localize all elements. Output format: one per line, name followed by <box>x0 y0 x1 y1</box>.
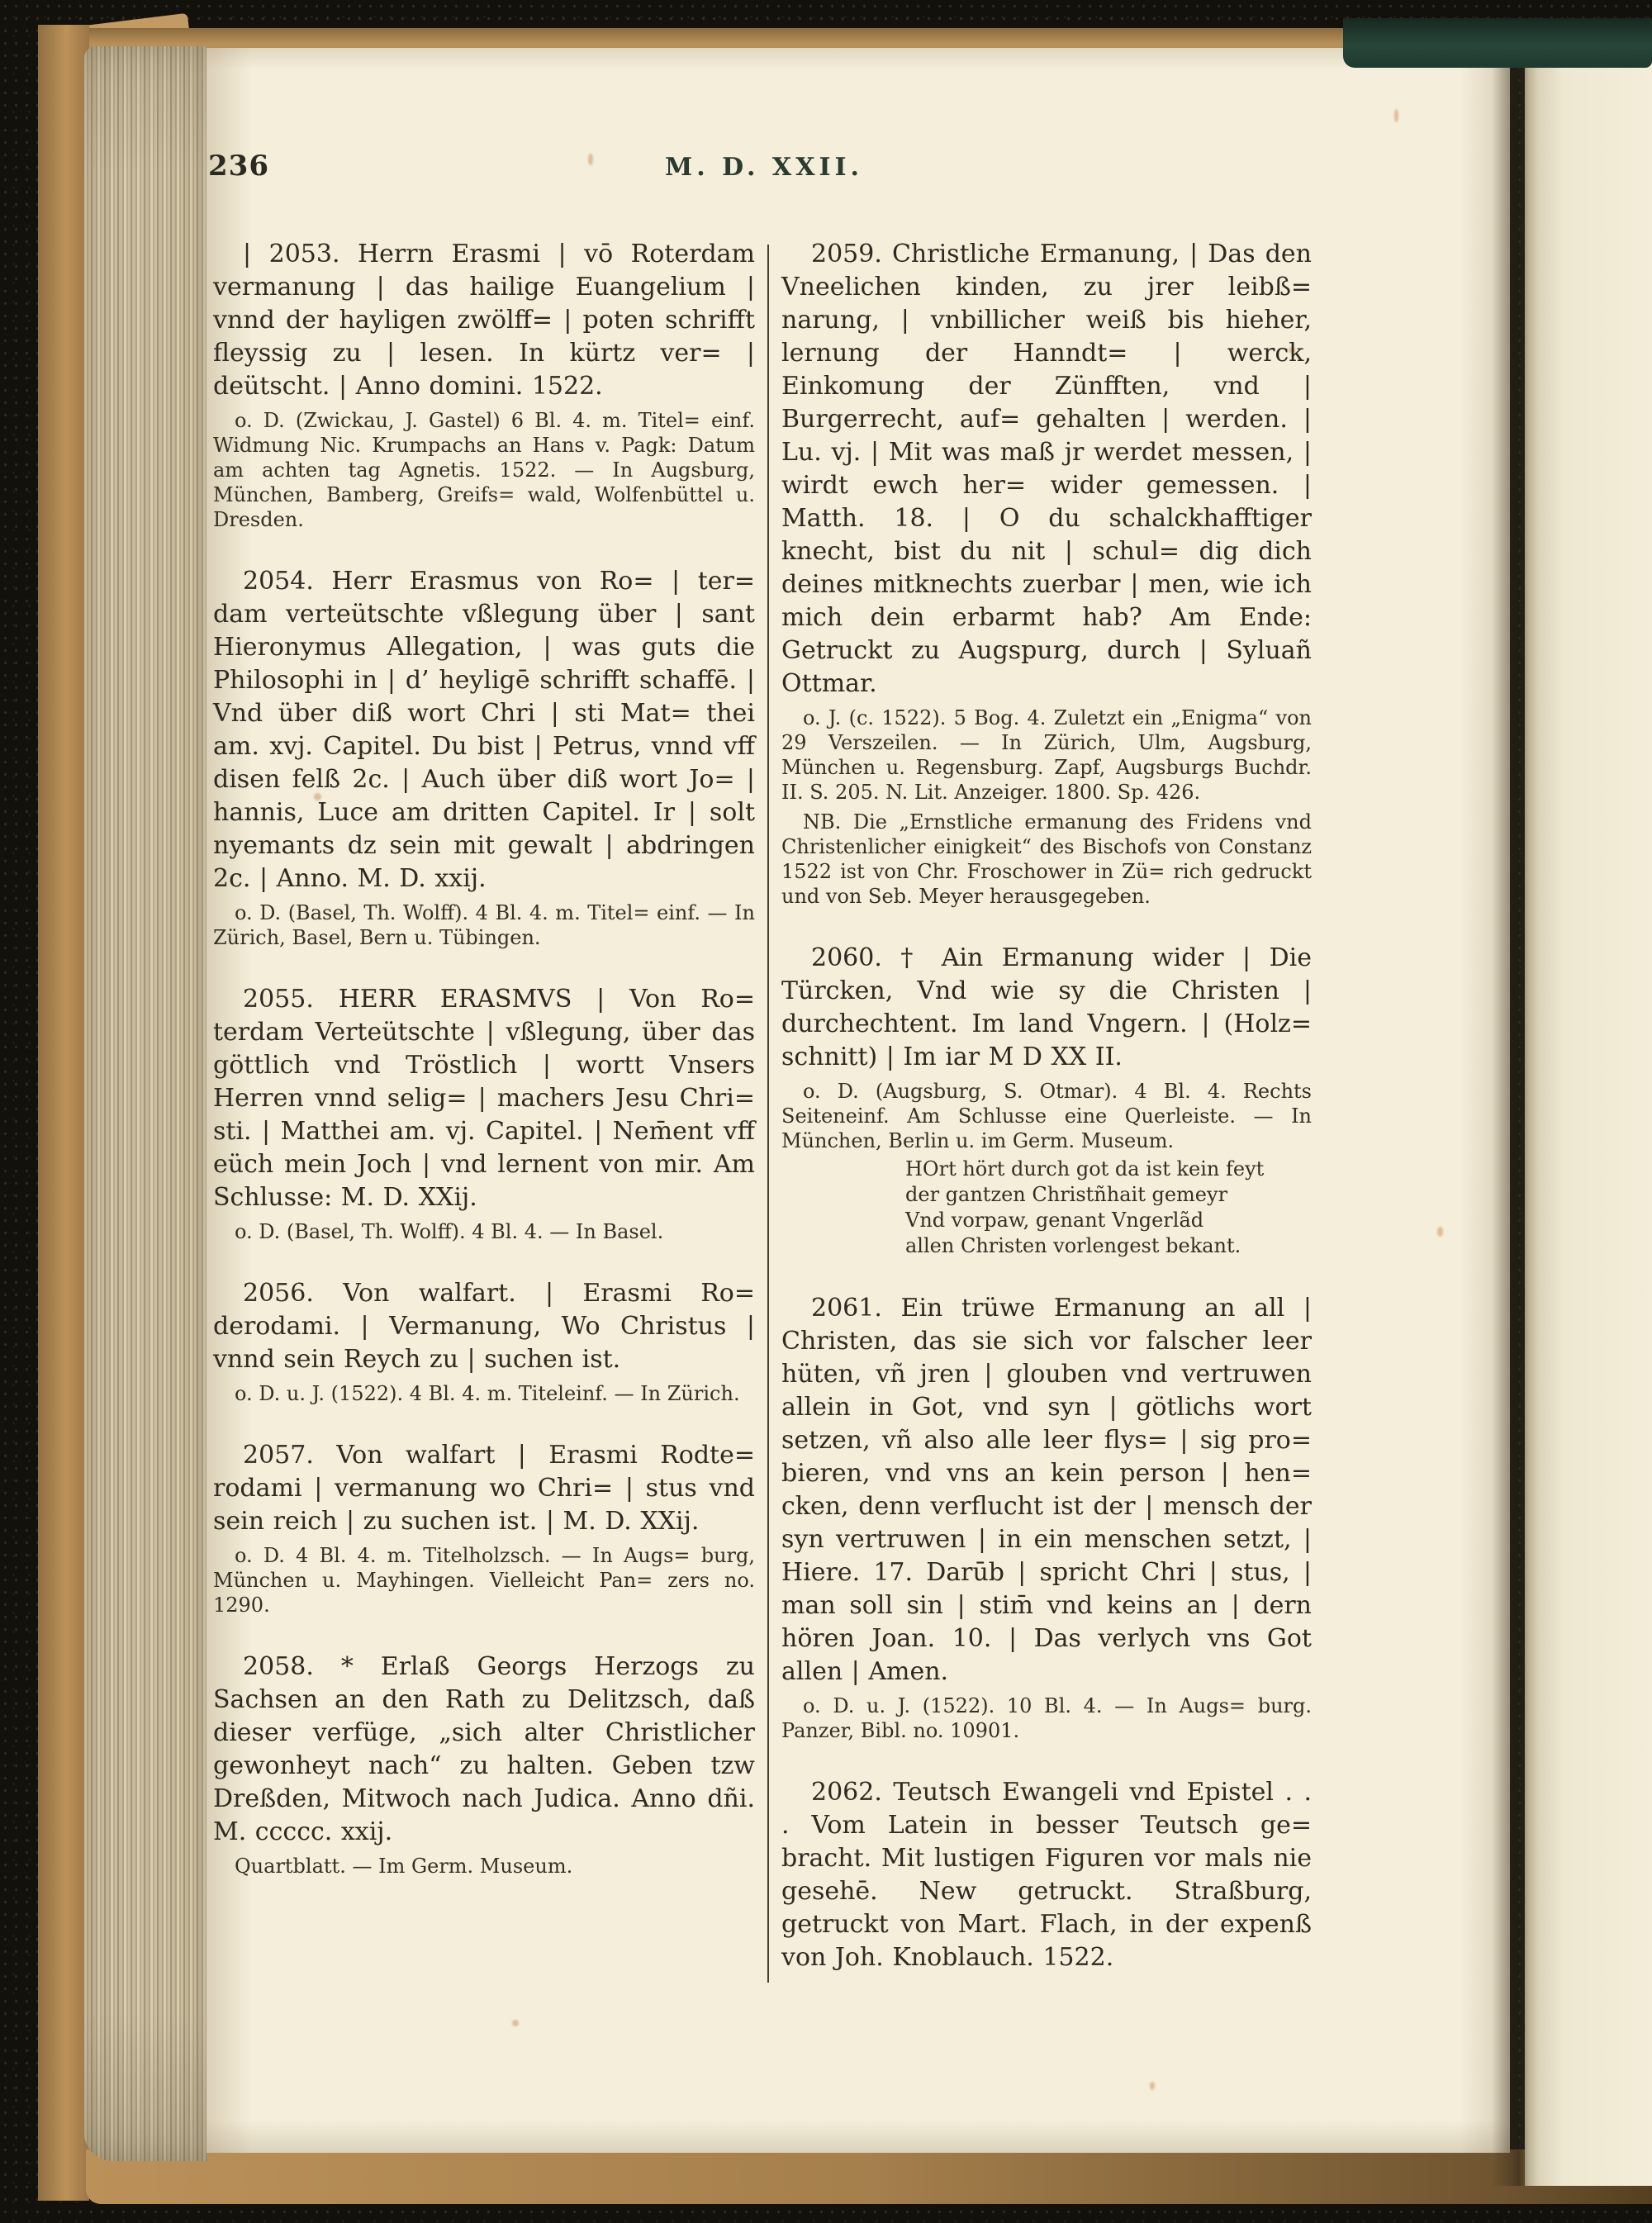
verse-line: der gantzen Christñhait gemeyr <box>905 1183 1228 1206</box>
text-block <box>213 238 1313 1983</box>
entry-note: o. D. u. J. (1522). 4 Bl. 4. m. Titeleinf. — In Zürich. <box>235 1382 740 1405</box>
column-right <box>781 238 1312 1974</box>
book-cover-bottom-edge <box>86 2149 1652 2204</box>
running-header: M. D. XXII. <box>665 153 863 182</box>
catalog-entry-2062 <box>781 1776 1312 1974</box>
foxing-spot <box>1437 1227 1443 1237</box>
entry-note: Quartblatt. — Im Germ. Museum. <box>235 1855 573 1878</box>
entry-note: o. D. (Augsburg, S. Otmar). 4 Bl. 4. Rechts Seiteneinf. Am Schlusse eine Querleiste. — In München, Berlin u. im Germ. Museum. <box>781 1080 1312 1152</box>
facing-page-sliver <box>1525 46 1652 2186</box>
foxing-spot <box>512 2020 519 2026</box>
entry-title-text: 2062. Teutsch Ewangeli vnd Epistel . . . Vom Latein in besser Teutsch ge= bracht. Mit lustigen Figuren vor mals nie gesehē. New getruckt. Straßburg, getruckt von Mart. Flach, in der expenß von Joh. Knoblauch. 1522. <box>781 1778 1312 1972</box>
catalog-entry-2056 <box>213 1277 755 1406</box>
catalog-entry-2053 <box>213 238 755 532</box>
catalog-entry-2061 <box>781 1292 1312 1743</box>
entry-note: o. D. 4 Bl. 4. m. Titelholzsch. — In Augs= burg, München u. Mayhingen. Vielleicht Pan= zers no. 1290. <box>213 1544 755 1617</box>
entry-title-text: | 2053. Herrn Erasmi | vō Roterdam vermanung | das hailige Euangelium | vnnd der hayligen zwölff= | poten schrifft fleyssig zu | lesen. In kürtz ver= | deütscht. | Anno domini. 1522. <box>213 240 755 401</box>
column-left <box>213 238 755 1879</box>
entry-note: o. D. u. J. (1522). 10 Bl. 4. — In Augs= burg. Panzer, Bibl. no. 10901. <box>781 1694 1312 1742</box>
entry-title-text: 2060. † Ain Ermanung wider | Die Türcken, Vnd wie sy die Christen | durchechtent. Im land Vngern. | (Holz= schnitt) | Im iar M D XX II. <box>781 943 1312 1071</box>
column-divider-rule <box>767 245 769 1983</box>
catalog-entry-2058 <box>213 1651 755 1879</box>
entry-title-text: 2061. Ein trüwe Ermanung an all | Christen, das sie sich vor falscher leer hüten, vñ jren | glouben vnd vertruwen allein in Got, vnd syn | götlichs wort setzen, vñ also alle leer flys= | sig pro= bieren, vnd vns an kein person | hen= cken, denn verflucht ist der | mensch der syn vertruwen | in ein menschen setzt, | Hiere. 17. Darūb | spricht Chri | stus, | man soll sin | stim̄ vnd keins an | dern hören Joan. 10. | Das verlych vns Got allen | Amen. <box>781 1294 1312 1686</box>
quoted-verse <box>905 1157 1312 1259</box>
foxing-spot <box>1150 2082 1155 2090</box>
entry-title-text: 2058. * Erlaß Georgs Herzogs zu Sachsen an den Rath zu Delitzsch, daß dieser verfüge, „sich alter Christlicher gewonheyt nach“ zu halten. Geben tzw Dreßden, Mitwoch nach Judica. Anno dñi. M. ccccc. xxij. <box>213 1652 755 1846</box>
entry-note: o. J. (c. 1522). 5 Bog. 4. Zuletzt ein „Enigma“ von 29 Verszeilen. — In Zürich, Ulm, Augsburg, München u. Regensburg. Zapf, Augsburgs Buchdr. II. S. 205. N. Lit. Anzeiger. 1800. Sp. 426. <box>781 706 1312 804</box>
catalog-entry-2059 <box>781 238 1312 909</box>
verse-line: HOrt hört durch got da ist kein feyt <box>905 1157 1265 1180</box>
entry-title-text: 2056. Von walfart. | Erasmi Ro= derodami. | Vermanung, Wo Christus | vnnd sein Reych zu | suchen ist. <box>213 1279 755 1374</box>
gutter-shadow <box>1492 46 1538 2186</box>
entry-note: o. D. (Zwickau, J. Gastel) 6 Bl. 4. m. Titel= einf. Widmung Nic. Krumpachs an Hans v. Pagk: Datum am achten tag Agnetis. 1522. — In Augsburg, München, Bamberg, Greifs= wald, Wolfenbüttel u. Dresden. <box>213 409 755 531</box>
page-number: 236 <box>208 150 269 183</box>
book-cover-green-top-right <box>1343 18 1652 68</box>
foxing-spot <box>1394 109 1398 122</box>
entry-note: o. D. (Basel, Th. Wolff). 4 Bl. 4. m. Titel= einf. — In Zürich, Basel, Bern u. Tübingen. <box>213 901 755 949</box>
catalog-entry-2060 <box>781 942 1312 1259</box>
verse-line: allen Christen vorlengest bekant. <box>905 1234 1241 1257</box>
catalog-entry-2055 <box>213 983 755 1244</box>
entry-title-text: 2054. Herr Erasmus von Ro= | ter= dam verteütschte vßlegung über | sant Hieronymus Allegation, | was guts die Philosophi in | d’ heyligē schrifft schaffē. | Vnd über diß wort Chri | sti Mat= thei am. xvj. Capitel. Du bist | Petrus, vnnd vff disen felß 2c. | Auch über diß wort Jo= | hannis, Luce am dritten Capitel. Ir | solt nyemants dz sein mit gewalt | abdringen 2c. | Anno. M. D. xxij. <box>213 567 755 893</box>
entry-title-text: 2057. Von walfart | Erasmi Rodte= rodami | vermanung wo Chri= | stus vnd sein reich | zu suchen ist. | M. D. XXij. <box>213 1441 755 1536</box>
book-cover-left-edge <box>38 25 89 2201</box>
entry-title-text: 2055. HERR ERASMVS | Von Ro= terdam Verteütschte | vßlegung, über das göttlich vnd Tröstlich | wortt Vnsers Herren vnnd selig= | machers Jesu Chri= sti. | Matthei am. vj. Capitel. | Nem̄ent vff eüch mein Joch | vnd lernent von mir. Am Schlusse: M. D. XXij. <box>213 985 755 1212</box>
entry-note-nb: NB. Die „Ernstliche ermanung des Fridens vnd Christenlicher einigkeit“ des Bischofs von Constanz 1522 ist von Chr. Froschower in Zü= rich gedruckt und von Seb. Meyer herausgegeben. <box>781 810 1312 908</box>
catalog-entry-2057 <box>213 1439 755 1617</box>
catalog-entry-2054 <box>213 565 755 950</box>
page-stack-fore-edge <box>84 46 208 2161</box>
verse-line: Vnd vorpaw, genant Vngerlãd <box>905 1209 1204 1232</box>
entry-note: o. D. (Basel, Th. Wolff). 4 Bl. 4. — In Basel. <box>235 1220 664 1243</box>
entry-title-text: 2059. Christliche Ermanung, | Das den Vneelichen kinden, zu jrer leibß= narung, | vnbillicher weiß bis hieher, lernung der Hanndt= | werck, Einkomung der Zünfften, vnd | Burgerrecht, auf= gehalten | werden. | Lu. vj. | Mit was maß jr werdet messen, | wirdt ewch her= wider gemessen. | Matth. 18. | O du schalckhafftiger knecht, bist du nit | schul= dig dich deines mitknechts zuerbar | men, wie ich mich dein erbarmt hab? Am Ende: Getruckt zu Augspurg, durch | Syluañ Ottmar. <box>781 240 1312 698</box>
